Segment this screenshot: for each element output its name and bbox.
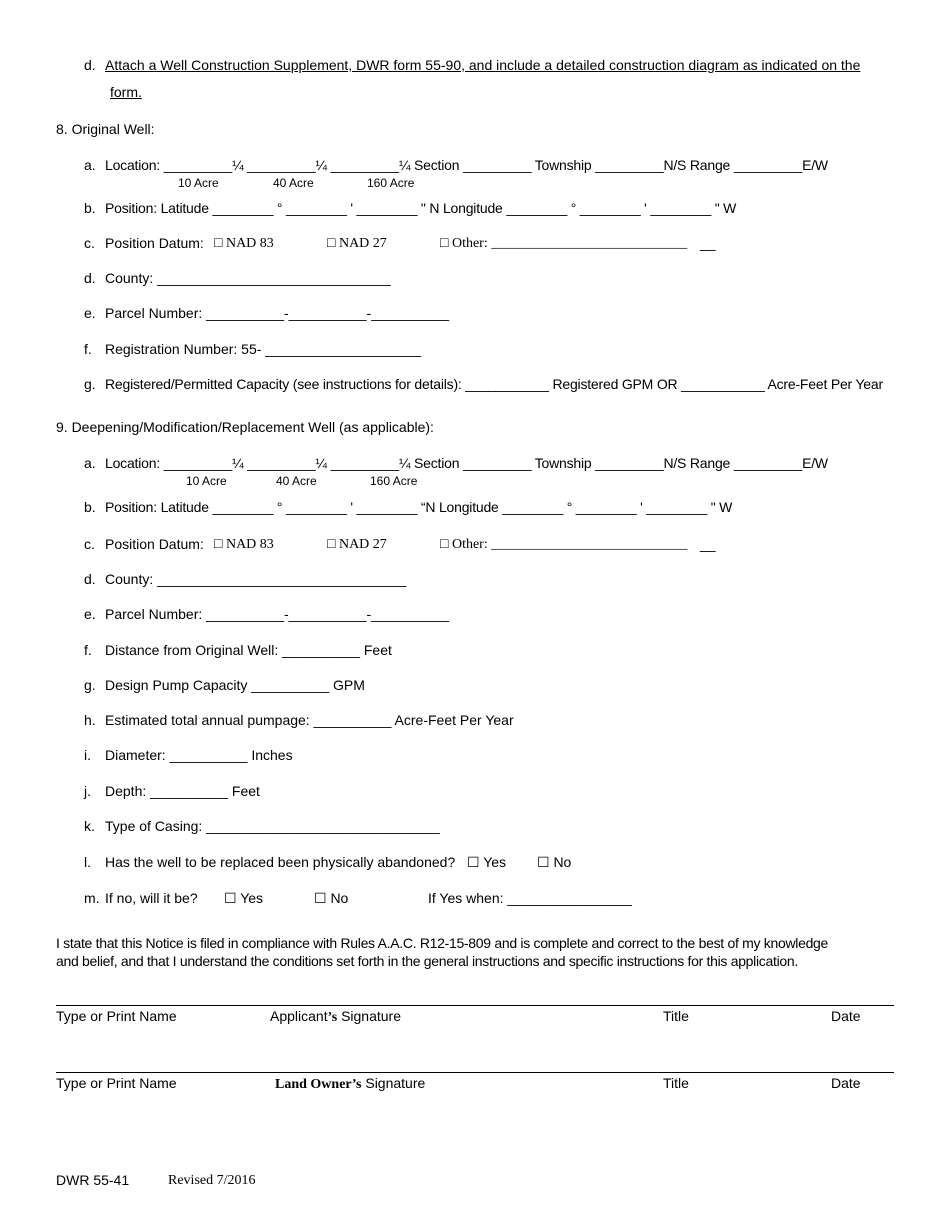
item-marker: i. (84, 747, 91, 763)
registered-capacity-field[interactable]: Registered/Permitted Capacity (see instructions for details): ___________ Registered GPM OR ___________ Acre-Feet Per Year (105, 376, 883, 392)
item-marker: d. (84, 571, 96, 587)
item-marker: j. (84, 783, 91, 799)
parcel-number-field[interactable]: Parcel Number: __________-__________-__________ (105, 606, 450, 622)
design-pump-capacity-field[interactable]: Design Pump Capacity __________ GPM (105, 677, 365, 693)
sub-label-40-acre: 40 Acre (276, 474, 317, 488)
datum-other-field[interactable]: □ Other: ____________________________ (440, 537, 688, 552)
revision-date: Revised 7/2016 (168, 1173, 256, 1188)
title-label: Title (663, 1008, 689, 1024)
position-datum-label: Position Datum: (105, 235, 204, 251)
sub-label-160-acre: 160 Acre (367, 176, 415, 190)
diameter-field[interactable]: Diameter: __________ Inches (105, 747, 293, 763)
applicant-signature-line[interactable] (56, 1005, 894, 1006)
item-marker: b. (84, 200, 96, 216)
position-lat-long-field[interactable]: Position: Latitude ________ ° ________ ' ________ " N Longitude ________ ° ________ ' ________ " W (105, 200, 737, 216)
sub-label-10-acre: 10 Acre (178, 176, 219, 190)
landowner-signature-line[interactable] (56, 1072, 894, 1073)
datum-other-field[interactable]: □ Other: ____________________________ (440, 236, 688, 251)
casing-type-field[interactable]: Type of Casing: ______________________________ (105, 818, 440, 834)
depth-field[interactable]: Depth: __________ Feet (105, 783, 260, 799)
item-marker: g. (84, 376, 96, 392)
item-marker: d. (84, 57, 96, 73)
section-9-heading: 9. Deepening/Modification/Replacement Well (as applicable): (56, 419, 434, 435)
county-field[interactable]: County: ________________________________ (105, 571, 407, 587)
will-it-be-question: If no, will it be? (105, 890, 198, 906)
item-marker: c. (84, 235, 95, 251)
abandoned-question: Has the well to be replaced been physically abandoned? (105, 854, 456, 870)
attach-supplement-text-cont: form. (110, 84, 142, 100)
position-datum-label: Position Datum: (105, 536, 204, 552)
sub-label-40-acre: 40 Acre (273, 176, 314, 190)
item-marker: g. (84, 677, 96, 693)
position-lat-long-field[interactable]: Position: Latitude ________ ° ________ ' ________ “N Longitude ________ ° ________ ' ________ " W (105, 499, 733, 515)
datum-nad83-checkbox[interactable]: □ NAD 83 (214, 236, 274, 251)
print-name-label: Type or Print Name (56, 1075, 177, 1091)
attach-supplement-text: Attach a Well Construction Supplement, DWR form 55-90, and include a detailed construction diagram as indicated on the (105, 57, 861, 73)
item-marker: e. (84, 606, 96, 622)
annual-pumpage-field[interactable]: Estimated total annual pumpage: __________ Acre-Feet Per Year (105, 712, 514, 728)
datum-other-tail: __ (700, 536, 716, 552)
datum-nad27-checkbox[interactable]: □ NAD 27 (327, 537, 387, 552)
parcel-number-field[interactable]: Parcel Number: __________-__________-__________ (105, 305, 450, 321)
abandoned-no-checkbox[interactable]: ☐ No (537, 854, 572, 870)
sub-label-10-acre: 10 Acre (186, 474, 227, 488)
title-label: Title (663, 1075, 689, 1091)
sub-label-160-acre: 160 Acre (370, 474, 418, 488)
item-marker: f. (84, 642, 92, 658)
form-number: DWR 55-41 (56, 1172, 130, 1188)
county-field[interactable]: County: ______________________________ (105, 270, 391, 286)
will-be-yes-checkbox[interactable]: ☐ Yes (224, 890, 264, 906)
item-marker: b. (84, 499, 96, 515)
compliance-statement-line2: and belief, and that I understand the conditions set forth in the general instructions and specific instructions for this application. (56, 953, 798, 969)
item-marker: d. (84, 270, 96, 286)
item-marker: c. (84, 536, 95, 552)
will-be-no-checkbox[interactable]: ☐ No (314, 890, 349, 906)
item-marker: l. (84, 854, 91, 870)
datum-nad27-checkbox[interactable]: □ NAD 27 (327, 236, 387, 251)
applicant-signature-label: Applicant’s Signature (270, 1008, 402, 1025)
item-marker: f. (84, 341, 92, 357)
item-marker: a. (84, 157, 96, 173)
item-marker: e. (84, 305, 96, 321)
item-marker: k. (84, 818, 95, 834)
if-yes-when-field[interactable]: If Yes when: ________________ (428, 890, 632, 906)
location-field[interactable]: Location: _________¼ _________¼ _________¼ Section _________ Township _________N/S Range _________E/W (105, 157, 828, 173)
print-name-label: Type or Print Name (56, 1008, 177, 1024)
registration-number-field[interactable]: Registration Number: 55- ____________________ (105, 341, 422, 357)
date-label: Date (831, 1075, 861, 1091)
date-label: Date (831, 1008, 861, 1024)
item-marker: h. (84, 712, 96, 728)
landowner-signature-label: Land Owner’s Signature (275, 1075, 426, 1092)
item-marker: m. (84, 890, 100, 906)
datum-nad83-checkbox[interactable]: □ NAD 83 (214, 537, 274, 552)
datum-other-tail: __ (700, 235, 716, 251)
location-field[interactable]: Location: _________¼ _________¼ _________¼ Section _________ Township _________N/S Range _________E/W (105, 455, 828, 471)
abandoned-yes-checkbox[interactable]: ☐ Yes (467, 854, 507, 870)
distance-original-well-field[interactable]: Distance from Original Well: __________ Feet (105, 642, 392, 658)
section-8-heading: 8. Original Well: (56, 121, 155, 137)
compliance-statement-line1: I state that this Notice is filed in compliance with Rules A.A.C. R12-15-809 and is complete and correct to the best of my knowledge (56, 935, 829, 951)
item-marker: a. (84, 455, 96, 471)
